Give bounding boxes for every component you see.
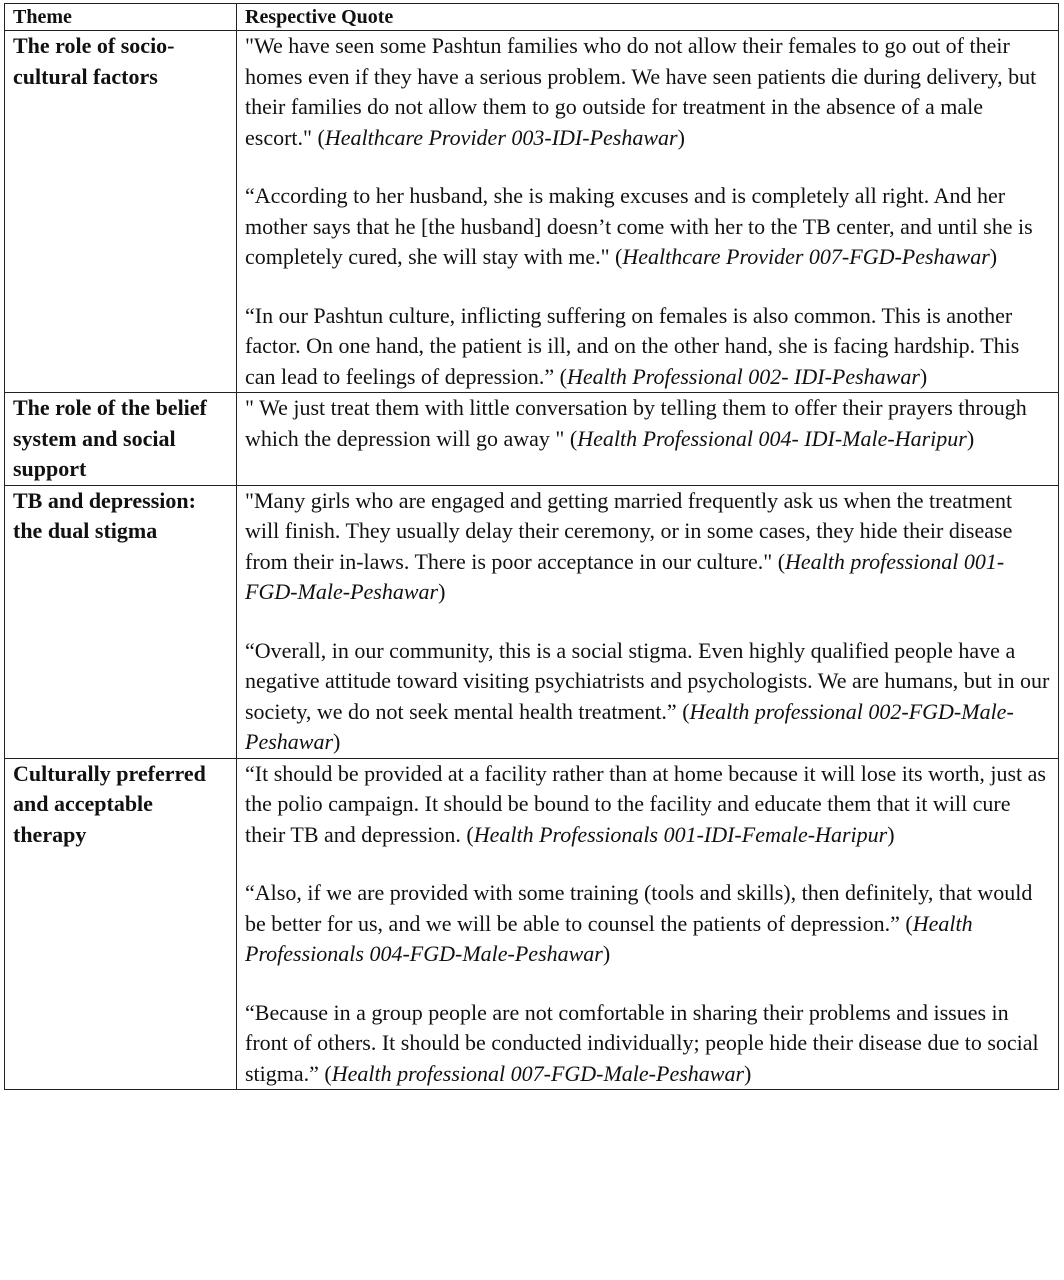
quote-tail: ) bbox=[744, 1060, 752, 1086]
quote-paragraph bbox=[245, 181, 1050, 273]
quote-tail: ) bbox=[887, 821, 895, 847]
header-quote: Respective Quote bbox=[237, 4, 1059, 31]
table-row bbox=[5, 393, 1059, 486]
quote-text: “Also, if we are provided with some training (tools and skills), then definitely, that would be better for us, and we will be able to counsel the patients of depression.” ( bbox=[245, 880, 1033, 936]
theme-cell: Culturally preferred and acceptable therapy bbox=[5, 758, 237, 1090]
quote-citation: Healthcare Provider 007-FGD-Peshawar bbox=[622, 244, 990, 269]
quote-tail: ) bbox=[677, 124, 685, 150]
table-row bbox=[5, 485, 1059, 758]
header-theme: Theme bbox=[5, 4, 237, 31]
quote-text: “It should be provided at a facility rather than at home because it will lose its worth, just as the polio campaign. It should be bound to the facility and educate them that it will cure their TB and depression. ( bbox=[245, 760, 1046, 847]
quote-tail: ) bbox=[438, 579, 446, 604]
header-row bbox=[5, 4, 1059, 31]
quote-text: “In our Pashtun culture, inflicting suffering on females is also common. This is another factor. On one hand, the patient is ill, and on the other hand, she is facing hardship. This can lead to feelings of depression.” ( bbox=[245, 302, 1020, 389]
quote-citation: Health professional 001-FGD-Male-Peshawar bbox=[245, 548, 1005, 604]
quote-citation: Health Professional 002- IDI-Peshawar bbox=[566, 363, 920, 389]
quote-cell bbox=[237, 31, 1059, 393]
quote-text: "We have seen some Pashtun families who do not allow their females to go out of their homes even if they have a serious problem. We have seen patients die during delivery, but their families do not allow them to go outside for treatment in the absence of a male escort." ( bbox=[245, 33, 1037, 150]
table-row bbox=[5, 758, 1059, 1090]
quote-citation: Health Professional 004- IDI-Male-Haripur bbox=[577, 425, 967, 451]
themes-quotes-table bbox=[4, 3, 1059, 1090]
quote-text: “According to her husband, she is making excuses and is completely all right. And her mother says that he [the husband] doesn’t come with her to the TB center, and until she is completely cured, she will stay with me." ( bbox=[245, 183, 1033, 269]
quote-tail: ) bbox=[602, 941, 611, 966]
theme-cell: The role of the belief system and social support bbox=[5, 393, 237, 486]
quote-text: " We just treat them with little conversation by telling them to offer their prayers through which the depression will go away " ( bbox=[245, 395, 1027, 451]
quote-citation: Health professional 007-FGD-Male-Peshawar bbox=[331, 1060, 745, 1086]
quote-citation: Healthcare Provider 003-IDI-Peshawar bbox=[324, 124, 678, 150]
quote-paragraph bbox=[245, 393, 1050, 454]
quote-cell bbox=[237, 393, 1059, 486]
quote-paragraph bbox=[245, 31, 1050, 153]
quote-paragraph bbox=[245, 878, 1050, 970]
quote-tail: ) bbox=[919, 363, 928, 389]
quote-text: “Overall, in our community, this is a social stigma. Even highly qualified people have a negative attitude toward visiting psychiatrists and psychologists. We are humans, but in our society, we do not seek mental health treatment.” ( bbox=[245, 637, 1050, 724]
quote-citation: Health Professionals 004-FGD-Male-Peshawar bbox=[245, 910, 973, 966]
quote-citation: Health professional 002-FGD-Male-Peshawar bbox=[245, 698, 1014, 754]
quote-paragraph bbox=[245, 759, 1050, 851]
theme-cell: TB and depression: the dual stigma bbox=[5, 485, 237, 758]
quote-citation: Health Professionals 001-IDI-Female-Haripur bbox=[473, 821, 888, 847]
quote-tail: ) bbox=[989, 244, 998, 269]
quote-paragraph bbox=[245, 301, 1050, 393]
quote-tail: ) bbox=[333, 729, 341, 754]
quote-text: "Many girls who are engaged and getting married frequently ask us when the treatment will finish. They usually delay their ceremony, or in some cases, they hide their disease from their in-laws. There is poor acceptance in our culture." ( bbox=[245, 487, 1013, 574]
quote-cell bbox=[237, 485, 1059, 758]
quote-paragraph bbox=[245, 636, 1050, 758]
theme-cell: The role of socio-cultural factors bbox=[5, 31, 237, 393]
table-row bbox=[5, 31, 1059, 393]
quote-tail: ) bbox=[966, 425, 975, 451]
quote-paragraph bbox=[245, 998, 1050, 1090]
quote-text: “Because in a group people are not comfortable in sharing their problems and issues in front of others. It should be conducted individually; people hide their disease due to social stigma.” ( bbox=[245, 999, 1039, 1086]
quote-paragraph bbox=[245, 486, 1050, 608]
quote-cell bbox=[237, 758, 1059, 1090]
